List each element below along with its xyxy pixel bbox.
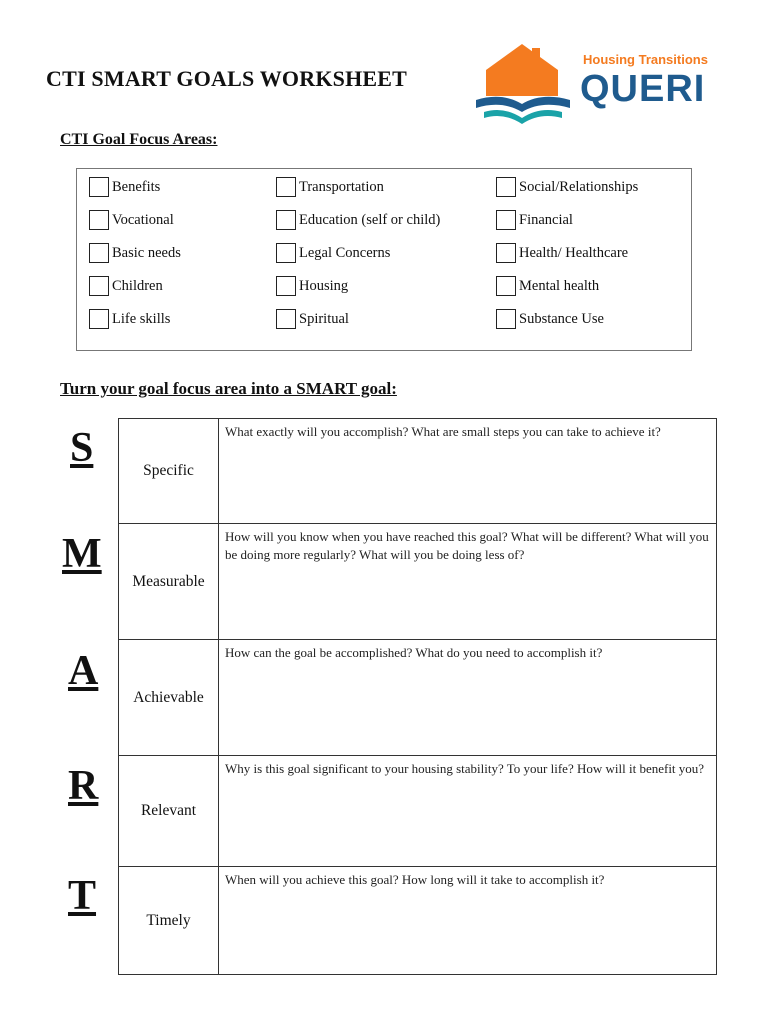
focus-option-transportation[interactable]: Transportation [276, 177, 384, 197]
checkbox[interactable] [496, 243, 516, 263]
focus-option-mental-health[interactable]: Mental health [496, 276, 599, 296]
focus-option-life-skills[interactable]: Life skills [89, 309, 170, 329]
checkbox[interactable] [89, 177, 109, 197]
row-label: Measurable [119, 524, 219, 639]
smart-row-relevant [119, 756, 716, 867]
smart-letter-s: S [70, 425, 94, 471]
checkbox[interactable] [496, 309, 516, 329]
checkbox[interactable] [276, 177, 296, 197]
checkbox[interactable] [89, 309, 109, 329]
focus-option-social-relationships[interactable]: Social/Relationships [496, 177, 638, 197]
checkbox[interactable] [496, 276, 516, 296]
row-label: Specific [119, 419, 219, 523]
logo-wordmark: QUERI [580, 68, 706, 110]
focus-option-health-healthcare[interactable]: Health/ Healthcare [496, 243, 628, 263]
focus-areas-heading: CTI Goal Focus Areas: [60, 131, 218, 148]
house-book-icon [474, 42, 584, 126]
smart-letter-a: A [68, 648, 99, 694]
checkbox[interactable] [496, 177, 516, 197]
focus-option-education[interactable]: Education (self or child) [276, 210, 440, 230]
checkbox[interactable] [89, 276, 109, 296]
logo-subtitle: Housing Transitions [583, 52, 708, 67]
row-label: Achievable [119, 640, 219, 755]
focus-option-vocational[interactable]: Vocational [89, 210, 174, 230]
smart-goal-heading: Turn your goal focus area into a SMART goal: [60, 379, 397, 398]
checkbox[interactable] [276, 210, 296, 230]
page-title: CTI SMART GOALS WORKSHEET [46, 66, 408, 91]
checkbox[interactable] [89, 243, 109, 263]
checkbox[interactable] [276, 276, 296, 296]
smart-row-measurable [119, 524, 716, 640]
smart-row-specific [119, 419, 716, 524]
focus-option-basic-needs[interactable]: Basic needs [89, 243, 181, 263]
row-question[interactable]: When will you achieve this goal? How long will it take to accomplish it? [225, 872, 605, 887]
row-question[interactable]: What exactly will you accomplish? What are small steps you can take to achieve it? [225, 424, 661, 439]
checkbox[interactable] [276, 309, 296, 329]
focus-option-children[interactable]: Children [89, 276, 163, 296]
smart-goal-table [118, 418, 717, 975]
smart-row-achievable [119, 640, 716, 756]
checkbox[interactable] [496, 210, 516, 230]
row-question[interactable]: How can the goal be accomplished? What do you need to accomplish it? [225, 645, 603, 660]
focus-option-spiritual[interactable]: Spiritual [276, 309, 349, 329]
focus-option-housing[interactable]: Housing [276, 276, 348, 296]
focus-option-financial[interactable]: Financial [496, 210, 573, 230]
focus-option-legal-concerns[interactable]: Legal Concerns [276, 243, 390, 263]
checkbox[interactable] [89, 210, 109, 230]
row-question[interactable]: Why is this goal significant to your housing stability? To your life? How will it benefit you? [225, 761, 705, 776]
row-question[interactable]: How will you know when you have reached this goal? What will be different? What will you be doing more regularly? What will you be doing less of? [225, 529, 709, 562]
smart-letter-r: R [68, 763, 99, 809]
row-label: Timely [119, 867, 219, 974]
smart-letter-m: M [62, 531, 102, 577]
focus-option-benefits[interactable]: Benefits [89, 177, 160, 197]
checkbox[interactable] [276, 243, 296, 263]
smart-letter-t: T [68, 873, 97, 919]
smart-row-timely [119, 867, 716, 974]
row-label: Relevant [119, 756, 219, 866]
focus-option-substance-use[interactable]: Substance Use [496, 309, 604, 329]
